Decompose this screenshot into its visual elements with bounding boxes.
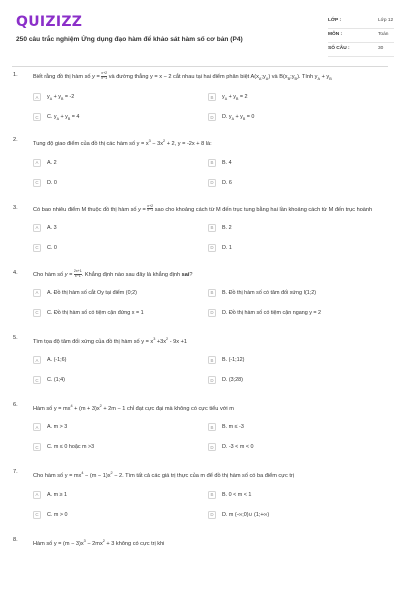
option-letter-box: A <box>33 491 41 499</box>
header-divider <box>12 66 388 67</box>
answer-row <box>33 417 383 437</box>
option-letter-box: B <box>208 224 216 232</box>
question-3 <box>0 205 400 258</box>
option-text: D. $y_A + y_B = 0$ <box>222 113 255 121</box>
meta-count-label: SỐ CÂU : <box>328 46 350 51</box>
option-text: B. (-1;12) <box>222 357 245 364</box>
answer-option-c[interactable] <box>33 113 208 121</box>
option-text: B. 2 <box>222 224 232 231</box>
option-letter-box: D <box>208 443 216 451</box>
option-text: A. Đồ thị hàm số cắt Oy tại điểm (0;2) <box>47 289 137 296</box>
answer-option-d[interactable] <box>208 376 383 384</box>
answer-options <box>33 218 383 258</box>
option-text: C. m > 0 <box>47 511 68 518</box>
answer-option-c[interactable] <box>33 309 208 317</box>
answer-option-a[interactable] <box>33 491 208 499</box>
meta-subject-value: Toán <box>378 32 389 37</box>
option-letter-box: C <box>33 179 41 187</box>
option-text: A. 3 <box>47 224 57 231</box>
question-7 <box>0 469 400 524</box>
option-text: C. Đồ thị hàm số có tiệm cận đứng x = 1 <box>47 309 144 316</box>
option-text: B. Đồ thị hàm số có tâm đối xứng I(1;2) <box>222 289 317 296</box>
answer-options <box>33 485 383 525</box>
question-8 <box>0 537 400 548</box>
answer-row <box>33 218 383 238</box>
question-text: Biết rằng đồ thị hàm số y = $\frac{x+2}{x-1}$ và đường thẳng y = x − 2 cắt nhau tại hai điểm phân biệt $A(x_A;y_A)$ và $B(x_B;y_B)$. Tính $y_A + y_B$ <box>33 71 332 81</box>
question-number: 6. <box>13 402 18 409</box>
option-letter-box: D <box>208 309 216 317</box>
answer-option-b[interactable] <box>208 491 383 499</box>
option-text: D. m (-∞;0)∪ (1;+∞) <box>222 511 270 518</box>
question-number: 1. <box>13 72 18 78</box>
answer-option-c[interactable] <box>33 179 208 187</box>
answer-options <box>33 417 383 457</box>
option-letter-box: A <box>33 423 41 431</box>
answer-option-a[interactable] <box>33 159 208 167</box>
meta-class-label: LỚP : <box>328 18 342 23</box>
question-number: 4. <box>13 269 18 276</box>
option-text: A. (-1;6) <box>47 357 67 364</box>
option-letter-box: C <box>33 511 41 519</box>
answer-option-c[interactable] <box>33 511 208 519</box>
option-text: B. 4 <box>222 159 232 166</box>
option-text: D. Đồ thị hàm số có tiệm cận ngang y = 2 <box>222 309 322 316</box>
option-text: A. m ≥ 1 <box>47 491 68 498</box>
option-letter-box: D <box>208 376 216 384</box>
answer-option-c[interactable] <box>33 443 208 451</box>
quiz-title: 250 câu trắc nghiệm Ứng dụng đạo hàm để khảo sát hàm số cơ bản (P4) <box>16 36 243 43</box>
answer-option-b[interactable] <box>208 224 383 232</box>
question-text: Có bao nhiêu điểm M thuộc đồ thị hàm số y = $\frac{x+2}{x-1}$ sao cho khoảng cách từ M đến trục tung bằng hai lần khoảng cách từ M đến trục hoành <box>33 203 373 213</box>
option-letter-box: A <box>33 289 41 297</box>
option-text: D. 0 <box>47 179 57 186</box>
answer-option-a[interactable] <box>33 93 208 101</box>
question-number: 2. <box>13 137 18 144</box>
answer-row <box>33 87 383 107</box>
answer-row <box>33 437 383 457</box>
option-text: D. -3 < m < 0 <box>222 444 254 451</box>
answer-option-a[interactable] <box>33 289 208 297</box>
option-text: C. (1;4) <box>47 377 65 384</box>
option-letter-box: C <box>33 376 41 384</box>
answer-row <box>33 370 383 390</box>
option-letter-box: B <box>208 356 216 364</box>
option-text: C. m ≤ 0 hoặc m >3 <box>47 444 95 451</box>
answer-option-b[interactable] <box>208 93 383 101</box>
answer-option-d[interactable] <box>208 511 383 519</box>
answer-row <box>33 505 383 525</box>
answer-option-b[interactable] <box>208 356 383 364</box>
option-letter-box: D <box>208 179 216 187</box>
question-text: Cho hàm số $y = mx^4 - (m - 1)x^2 - 2$. Tìm tất cả các giá trị thực của m để đồ thị hàm số có ba điểm cực trị <box>33 471 294 480</box>
answer-row <box>33 238 383 258</box>
meta-subject-row <box>328 29 394 43</box>
option-text: D. (3;28) <box>222 377 243 384</box>
option-text: C. 0 <box>47 244 57 251</box>
meta-subject-label: MÔN : <box>328 32 343 37</box>
option-letter-box: B <box>208 491 216 499</box>
option-letter-box: D <box>208 244 216 252</box>
option-text: A. 2 <box>47 159 57 166</box>
meta-class-value: Lớp 12 <box>378 18 394 23</box>
question-list <box>0 72 400 548</box>
question-text: Cho hàm số y = $\frac{2x+1}{x-1}$ . Khẳng định nào sau đây là khẳng định sai? <box>33 268 193 278</box>
question-text: Tìm tọa độ tâm đối xứng của đồ thị hàm số $y = x^3 +3x^2 - 9x +1$ <box>33 336 187 345</box>
answer-option-a[interactable] <box>33 423 208 431</box>
meta-class-row <box>328 15 394 29</box>
question-number: 5. <box>13 334 18 341</box>
answer-option-d[interactable] <box>208 179 383 187</box>
question-4 <box>0 270 400 323</box>
option-text: $y_A + y_B = -2$ <box>47 93 75 101</box>
option-letter-box: A <box>33 93 41 101</box>
option-text: $y_A + y_B = 2$ <box>222 93 248 101</box>
answer-row <box>33 153 383 173</box>
answer-option-a[interactable] <box>33 224 208 232</box>
answer-row <box>33 350 383 370</box>
answer-options <box>33 350 383 390</box>
answer-option-d[interactable] <box>208 244 383 252</box>
quiz-meta <box>328 15 394 57</box>
option-text: A. m > 3 <box>47 424 68 431</box>
option-text: C. $y_A + y_B = 4$ <box>47 113 80 121</box>
option-letter-box: D <box>208 113 216 121</box>
option-text: D. 1 <box>222 244 232 251</box>
answer-option-c[interactable] <box>33 376 208 384</box>
answer-option-c[interactable] <box>33 244 208 252</box>
option-letter-box: C <box>33 443 41 451</box>
quizizz-logo: QUIZIZZ <box>16 14 83 30</box>
answer-option-a[interactable] <box>33 356 208 364</box>
answer-options <box>33 153 383 193</box>
answer-option-d[interactable] <box>208 443 383 451</box>
answer-row <box>33 485 383 505</box>
answer-row <box>33 303 383 323</box>
answer-option-d[interactable] <box>208 113 383 121</box>
question-text: Hàm số $y = (m - 3)x^3 - 2mx^2 + 3$ không có cực trị khi <box>33 538 165 547</box>
option-letter-box: D <box>208 511 216 519</box>
meta-count-value: 30 <box>378 46 384 51</box>
answer-row <box>33 173 383 193</box>
option-letter-box: C <box>33 113 41 121</box>
question-6 <box>0 402 400 457</box>
option-letter-box: A <box>33 356 41 364</box>
option-letter-box: C <box>33 244 41 252</box>
answer-row <box>33 107 383 127</box>
answer-options <box>33 283 383 323</box>
option-letter-box: B <box>208 93 216 101</box>
option-letter-box: C <box>33 309 41 317</box>
answer-row <box>33 283 383 303</box>
question-2 <box>0 137 400 192</box>
answer-option-b[interactable] <box>208 289 383 297</box>
question-text: Tung độ giao điểm của đồ thị các hàm số $y = x^3 - 3x^2 + 2$, y = -2x + 8 là: <box>33 139 212 148</box>
question-number: 7. <box>13 469 18 476</box>
answer-options <box>33 87 383 127</box>
answer-option-d[interactable] <box>208 309 383 317</box>
option-letter-box: B <box>208 289 216 297</box>
question-1 <box>0 72 400 127</box>
question-text: Hàm số $y = mx^4 + (m + 3)x^2 + 2m - 1$ chỉ đạt cực đại mà không có cực tiểu với m <box>33 404 234 413</box>
option-letter-box: B <box>208 159 216 167</box>
answer-option-b[interactable] <box>208 159 383 167</box>
option-letter-box: A <box>33 159 41 167</box>
option-text: B. m ≤ -3 <box>222 424 244 431</box>
option-text: D. 6 <box>222 179 232 186</box>
option-letter-box: A <box>33 224 41 232</box>
quiz-header <box>16 12 394 62</box>
meta-count-row <box>328 43 394 57</box>
question-number: 3. <box>13 204 18 211</box>
question-5 <box>0 335 400 390</box>
option-letter-box: B <box>208 423 216 431</box>
question-number: 8. <box>13 536 18 543</box>
option-text: B. 0 < m < 1 <box>222 491 252 498</box>
answer-option-b[interactable] <box>208 423 383 431</box>
